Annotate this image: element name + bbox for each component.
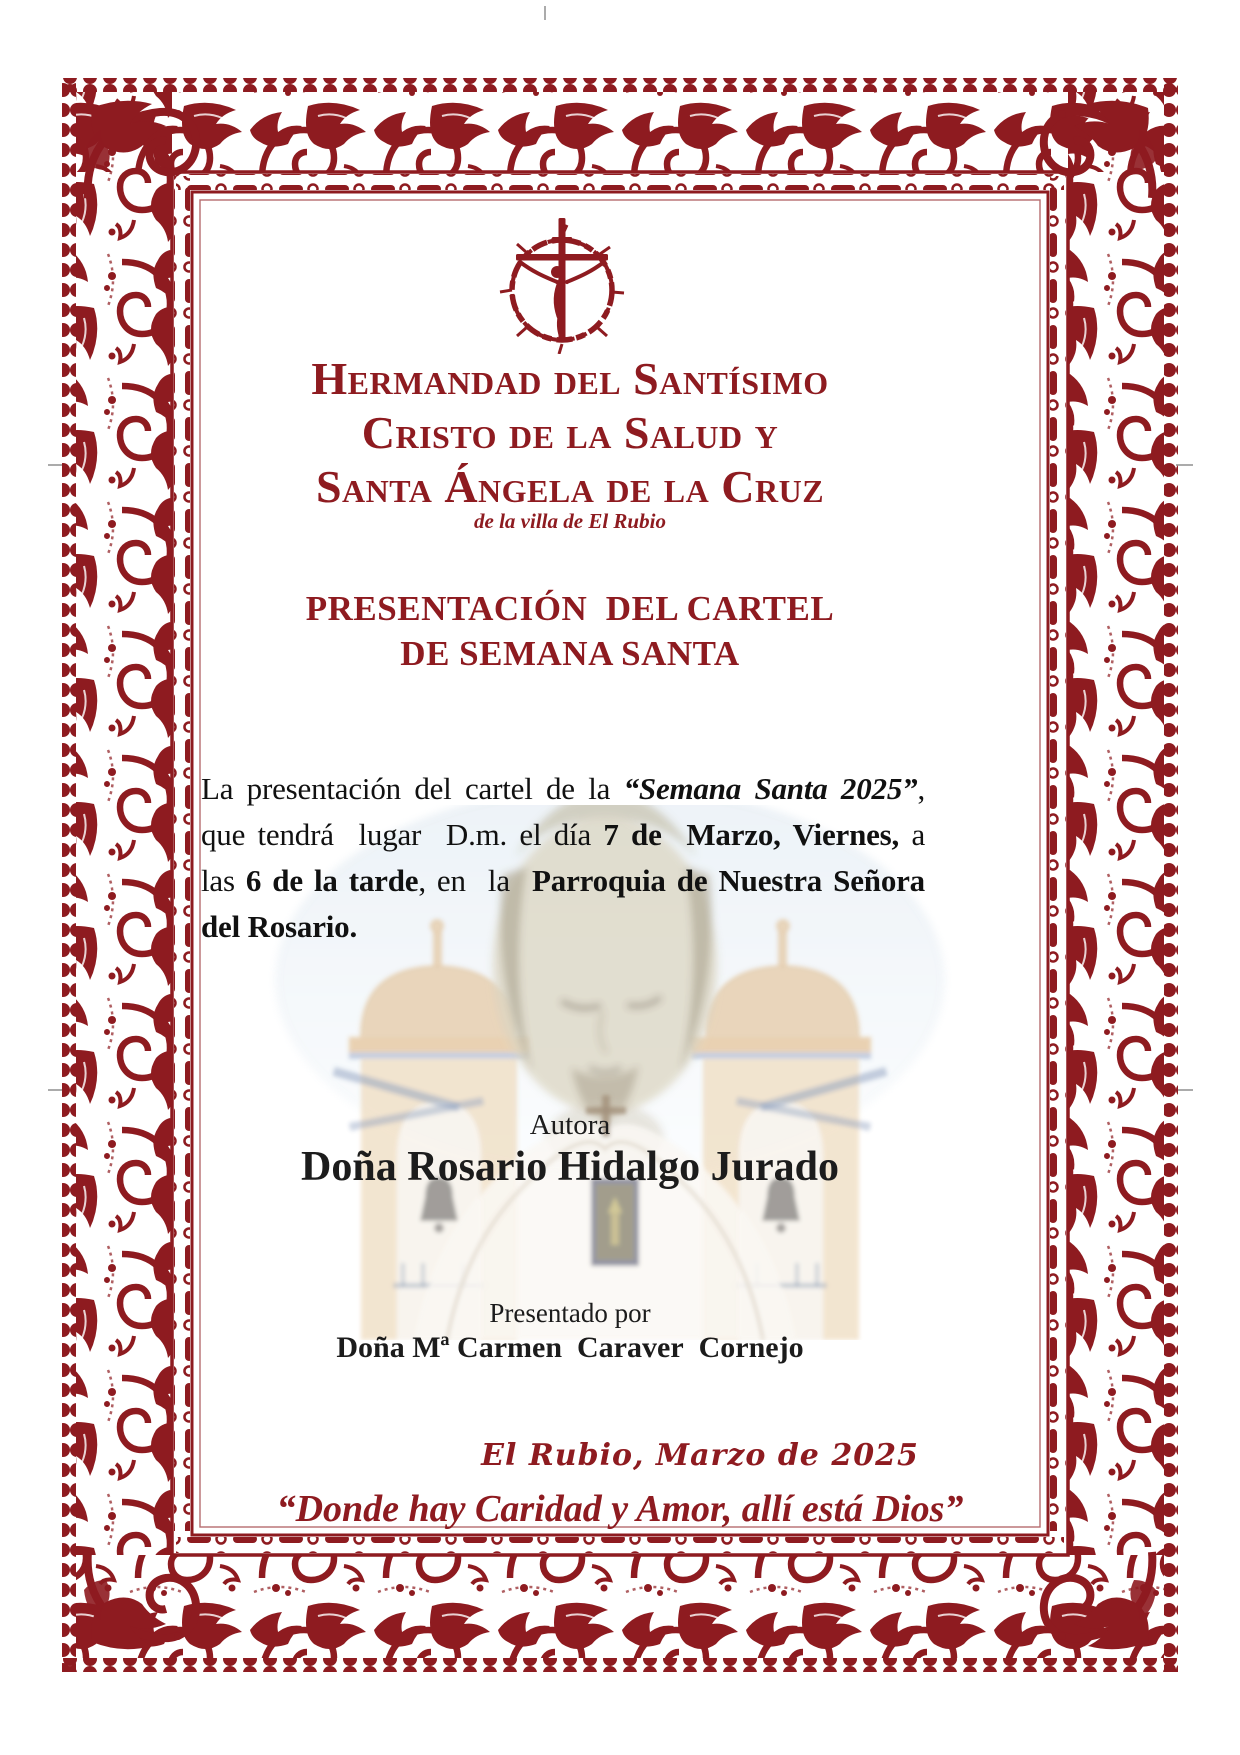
frame-band-right <box>1068 92 1164 1555</box>
crop-mark-right-lower <box>1176 1089 1193 1091</box>
author-label: Autora <box>529 1109 611 1141</box>
crop-mark-left-lower <box>48 1089 65 1091</box>
event-paragraph <box>201 766 925 950</box>
title-line-2: Cristo de la Salud y <box>361 407 779 458</box>
title-line-3: Santa Ángela de la Cruz <box>315 461 825 512</box>
paragraph-line: que tendrá lugar D.m. el día 7 de Marzo, Viernes, a <box>201 817 926 852</box>
title-line-1: Hermandad del Santísimo <box>311 353 829 404</box>
author-name: Doña Rosario Hidalgo Jurado <box>301 1144 839 1190</box>
title-subtitle: de la villa de El Rubio <box>474 509 666 533</box>
presenter-label: Presentado por <box>489 1298 651 1328</box>
event-heading-line-1: PRESENTACIÓN DEL CARTEL <box>305 589 835 628</box>
crop-mark-left-upper <box>48 464 65 466</box>
brotherhood-title <box>200 352 940 514</box>
crucifix-in-crown-of-thorns-icon <box>486 206 638 354</box>
frame-scallop-left <box>62 78 76 1672</box>
frame-band-left <box>76 92 172 1555</box>
frame-band-bottom <box>76 1555 1164 1658</box>
paragraph-line: La presentación del cartel de la “Semana Santa 2025”, <box>201 771 925 806</box>
crop-mark-right-upper <box>1176 464 1193 466</box>
paragraph-line: las 6 de la tarde, en la Parroquia de Nuestra Señora <box>201 863 925 898</box>
frame-band-top <box>76 92 1164 172</box>
event-heading <box>200 586 940 676</box>
frame-scallop-bottom <box>62 1658 1178 1672</box>
event-heading-line-2: DE SEMANA SANTA <box>400 634 740 673</box>
place-date-line: El Rubio, Marzo de 2025 <box>481 1438 919 1473</box>
frame-scallop-right <box>1164 78 1178 1672</box>
frame-scallop-top <box>62 78 1178 92</box>
crop-mark-top-center <box>544 6 546 20</box>
presenter-name: Doña Mª Carmen Caraver Cornejo <box>336 1331 804 1364</box>
paragraph-line: del Rosario. <box>201 909 358 944</box>
motto-quote: “Donde hay Caridad y Amor, allí está Dios” <box>276 1488 964 1530</box>
